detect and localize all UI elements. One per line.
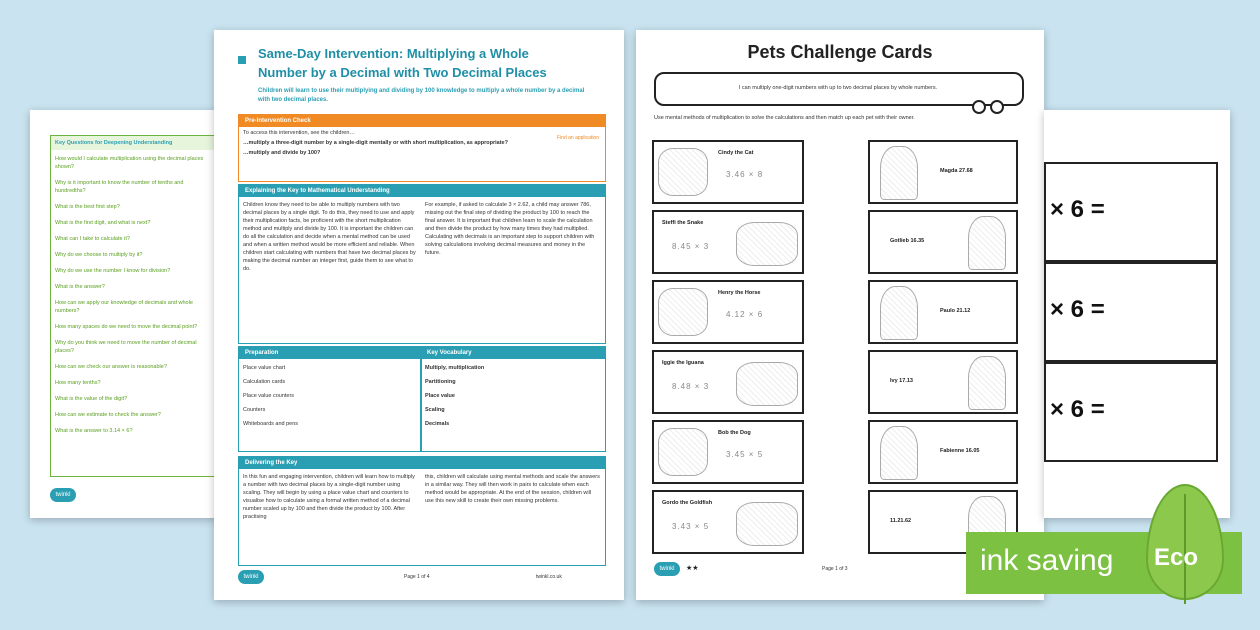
vocabulary-item: Place value <box>425 393 455 399</box>
pet-name: Steffi the Snake <box>662 220 704 226</box>
owner-portrait <box>968 356 1006 410</box>
key-questions-header: Key Questions for Deepening Understanding <box>51 136 216 150</box>
owner-portrait <box>880 286 918 340</box>
twinkl-logo: twinkl <box>238 570 264 584</box>
pets-challenge-sheet <box>636 30 1044 600</box>
pre-check-tag: Find an application <box>557 135 599 141</box>
pet-illustration <box>736 222 798 266</box>
pet-illustration <box>736 362 798 406</box>
key-question-item: What is the best first step? <box>55 204 120 210</box>
ink-saving-label: ink saving <box>980 544 1114 577</box>
pet-card[interactable] <box>652 420 804 484</box>
key-question-item: How can we check our answer is reasonable? <box>55 364 167 370</box>
objective-banner <box>654 72 1024 106</box>
instruction-text: Use mental methods of multiplication to solve the calculations and then match up each pet with their owner. <box>654 115 915 121</box>
key-questions-list <box>51 150 216 445</box>
multiplication-sheet <box>1044 110 1230 518</box>
owner-name: Fabienne 16.05 <box>940 448 980 454</box>
delivering-right-text: this, children will calculate using mental methods and scale the answers in a similar way. They will then work in pairs to calculate when each method would be appropriate. At the end of the session, children will use this new skill to create their own missing problems. <box>425 474 600 504</box>
title-bullet <box>238 56 246 64</box>
explaining-right-text: For example, if asked to calculate 3 × 2.62, a child may answer 786, missing out the final step of dividing the product by 100 to reach the final answer. It is important that children learn to scale the calculation and then divide the product by how many times they had multiplied. Calculating with decimals is an important step to support children with solving calculations involving decimal measures and money in the future. <box>425 202 595 256</box>
footer-page-number: Page 1 of 4 <box>404 574 430 580</box>
key-question-item: What can I take to calculate it? <box>55 236 130 242</box>
multiplication-row <box>1044 362 1218 462</box>
pre-check-section <box>238 114 606 182</box>
vocabulary-list <box>421 359 605 436</box>
key-question-item: What is the answer to 3.14 × 6? <box>55 428 133 434</box>
owner-card[interactable] <box>868 140 1018 204</box>
pet-name: Gordo the Goldfish <box>662 500 713 506</box>
owner-card[interactable] <box>868 420 1018 484</box>
vocabulary-header: Key Vocabulary <box>421 347 605 359</box>
owner-name: Magda 27.68 <box>940 168 973 174</box>
key-question-item: Why do we choose to multiply by it? <box>55 252 143 258</box>
preparation-item: Place value counters <box>243 393 295 399</box>
owner-card[interactable] <box>868 350 1018 414</box>
vocabulary-item: Partitioning <box>425 379 456 385</box>
pet-illustration <box>658 288 708 336</box>
key-question-item: Why do we use the number I know for division? <box>55 268 171 274</box>
owner-name: Gotlieb 16.35 <box>890 238 925 244</box>
pet-name: Bob the Dog <box>718 430 751 436</box>
multiplication-row <box>1044 262 1218 362</box>
pet-card[interactable] <box>652 210 804 274</box>
vocabulary-item: Scaling <box>425 407 445 413</box>
page-title-line2: Number by a Decimal with Two Decimal Places <box>258 65 547 80</box>
key-question-item: How many tenths? <box>55 380 101 386</box>
owner-card[interactable] <box>868 210 1018 274</box>
key-questions-sheet <box>30 110 220 518</box>
delivering-left-text: In this fun and engaging intervention, children will learn how to multiply a number with two decimal places by a single-digit number using scaling. They will begin by using a place value chart and counters to visualise how to calculate using a formal written method of a decimal number scaled up by 100 and then divide the product by 100. After practising <box>243 474 415 520</box>
key-question-item: Why is it important to know the number of tenths and hundredths? <box>55 180 184 194</box>
preparation-header: Preparation <box>239 347 421 359</box>
objective-text: I can multiply one-digit numbers with up to two decimal places by whole numbers. <box>738 85 938 91</box>
footer-page-number: Page 1 of 3 <box>822 566 848 572</box>
pet-calculation: 8.45 × 3 <box>672 242 710 251</box>
key-question-item: How many spaces do we need to move the decimal point? <box>55 324 198 330</box>
multiplication-text: × 6 = <box>1050 396 1105 423</box>
multiplication-text: × 6 = <box>1050 196 1105 223</box>
owner-name: Ivy 17.13 <box>890 378 913 384</box>
vocabulary-section <box>420 346 606 452</box>
pet-calculation: 3.45 × 5 <box>726 450 764 459</box>
twinkl-logo: twinkl <box>654 562 680 576</box>
pet-calculation: 3.43 × 5 <box>672 522 710 531</box>
preparation-item: Whiteboards and pens <box>243 421 299 427</box>
owner-name: Paulo 21.12 <box>940 308 971 314</box>
preparation-item: Counters <box>243 407 266 413</box>
pre-check-header: Pre-Intervention Check <box>239 115 605 127</box>
key-question-item: What is the first digit, and what is next? <box>55 220 151 226</box>
delivering-section <box>238 456 606 566</box>
key-question-item: How would I calculate multiplication using the decimal places shown? <box>55 156 204 170</box>
explaining-header: Explaining the Key to Mathematical Understanding <box>239 185 605 197</box>
vocabulary-item: Multiply, multiplication <box>425 365 485 371</box>
page-title-line1: Same-Day Intervention: Multiplying a Whole <box>258 46 529 61</box>
key-question-item: What is the value of the digit? <box>55 396 128 402</box>
cards-title: Pets Challenge Cards <box>747 42 933 62</box>
preparation-list <box>239 359 421 436</box>
preparation-item: Calculation cards <box>243 379 286 385</box>
pet-calculation: 8.48 × 3 <box>672 382 710 391</box>
pet-illustration <box>658 428 708 476</box>
pre-check-item: …multiply and divide by 100? <box>243 150 321 156</box>
intervention-sheet <box>214 30 624 600</box>
pet-name: Henry the Horse <box>718 290 761 296</box>
key-question-item: What is the answer? <box>55 284 105 290</box>
explaining-section <box>238 184 606 344</box>
preparation-section <box>238 346 422 452</box>
key-question-item: How can we estimate to check the answer? <box>55 412 161 418</box>
pet-name: Cindy the Cat <box>718 150 754 156</box>
delivering-header: Delivering the Key <box>239 457 605 469</box>
pet-illustration <box>658 148 708 196</box>
vocabulary-item: Decimals <box>425 421 450 427</box>
pet-illustration <box>736 502 798 546</box>
pre-check-item: …multiply a three-digit number by a single-digit mentally or with short multiplication, as appropriate? <box>243 140 508 146</box>
explaining-left-text: Children know they need to be able to multiply numbers with two decimal places by a single digit. To do this, they need to use and apply their multiplication facts, be proficient with the short multiplication method and multiply and divide by 100. It is important the children can do all the calculation and decide when a mental method can be used and when a written method would be more efficient and reliable. When children start calculating with numbers that have two decimal places by making the decimal number an integer first, guide them to see what to do. <box>243 202 416 272</box>
owner-name: 11.21.62 <box>890 518 912 524</box>
objective-dots <box>972 100 1012 112</box>
pet-card[interactable] <box>652 350 804 414</box>
pet-name: Iggie the Iguana <box>662 360 704 366</box>
multiplication-text: × 6 = <box>1050 296 1105 323</box>
footer-link[interactable]: twinkl.co.uk <box>536 574 562 580</box>
multiplication-row <box>1044 162 1218 262</box>
key-question-item: Why do you think we need to move the number of decimal places? <box>55 340 197 354</box>
key-question-item: How can we apply our knowledge of decimals and whole numbers? <box>55 300 193 314</box>
owner-portrait <box>880 426 918 480</box>
page-subtitle: Children will learn to use their multiplying and dividing by 100 knowledge to multiply a whole number by a decimal with two decimal places. <box>258 88 585 103</box>
footer-stars: ★★ <box>686 565 699 572</box>
preparation-item: Place value chart <box>243 365 286 371</box>
owner-portrait <box>880 146 918 200</box>
pet-calculation: 4.12 × 6 <box>726 310 764 319</box>
owner-portrait <box>968 216 1006 270</box>
twinkl-logo: twinkl <box>50 488 76 502</box>
eco-label: Eco <box>1154 544 1199 571</box>
pet-card[interactable] <box>652 280 804 344</box>
pre-check-intro: To access this intervention, see the children… <box>243 130 355 136</box>
pet-card[interactable] <box>652 490 804 554</box>
owner-card[interactable] <box>868 280 1018 344</box>
pet-card[interactable] <box>652 140 804 204</box>
pet-calculation: 3.46 × 8 <box>726 170 764 179</box>
